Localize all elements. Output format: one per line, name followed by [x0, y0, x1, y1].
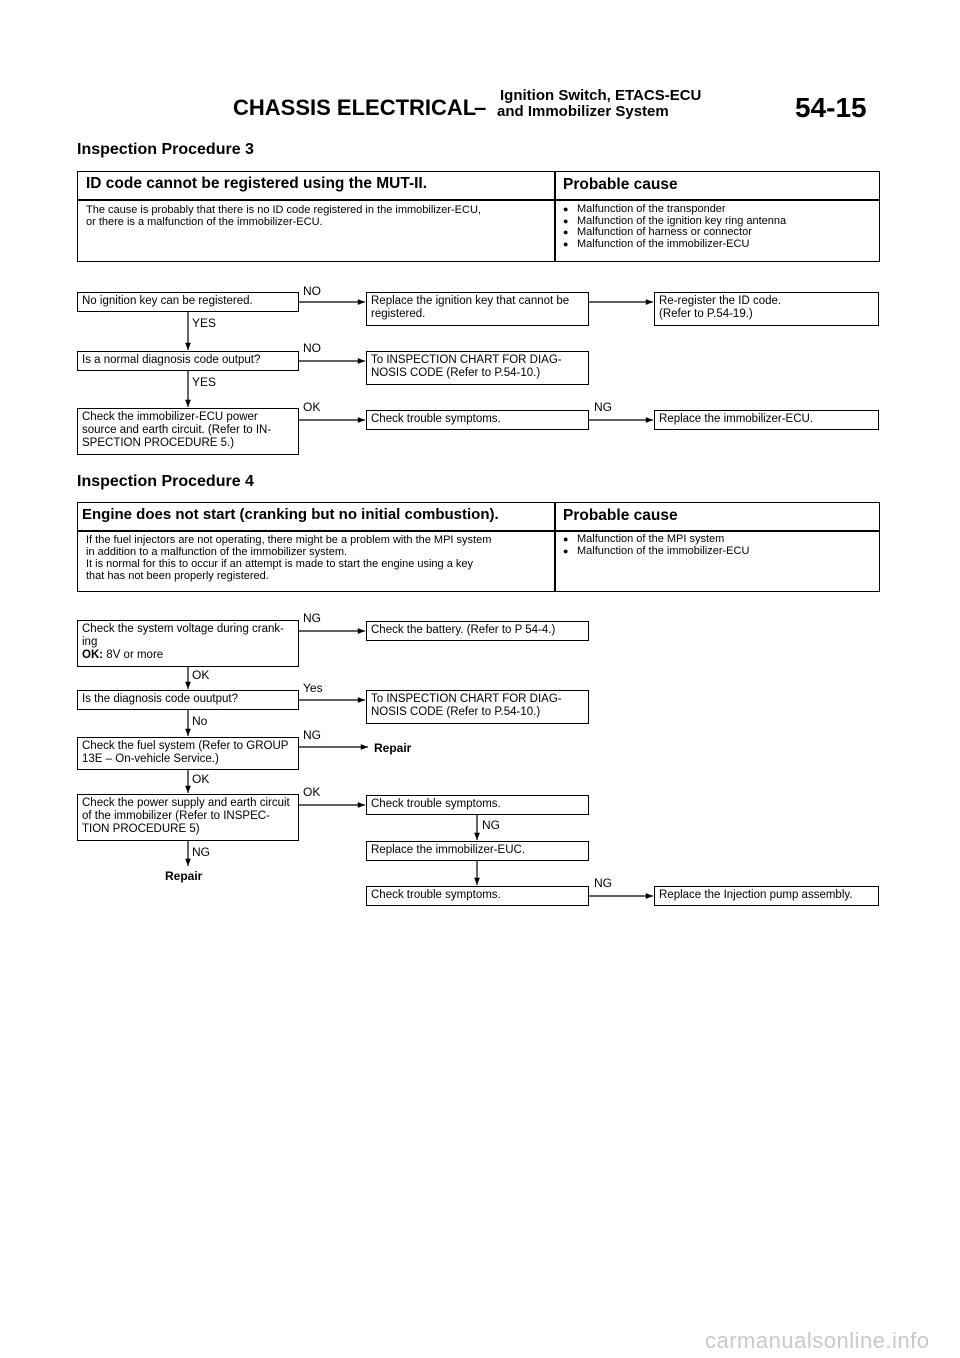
proc4-title: Inspection Procedure 4 — [77, 473, 254, 490]
cause-item: ● Malfunction of the immobilizer-ECU — [563, 546, 749, 558]
header-subtitle-line1: Ignition Switch, ETACS-ECU — [500, 87, 702, 104]
p4-q4-repair: Repair — [165, 869, 203, 883]
header-subtitle-line2: and Immobilizer System — [497, 103, 669, 120]
p3-q1-yes-label: YES — [192, 316, 217, 330]
p4-q4-ok-label: OK — [303, 785, 321, 799]
p4-q2-box: Is the diagnosis code ouutput? — [77, 690, 299, 710]
p4-a6b-box: Replace the Injection pump assembly. — [654, 886, 879, 906]
p4-a4-ng-label: NG — [482, 818, 500, 832]
proc4-symptom: Engine does not start (cranking but no initial combustion). — [82, 506, 499, 523]
proc3-title: Inspection Procedure 3 — [77, 141, 254, 158]
cause-item: ● Malfunction of the MPI system — [563, 534, 749, 546]
p4-q1-ok-arrow-label: OK — [192, 668, 210, 682]
p3-a3b-box: Replace the immobilizer-ECU. — [654, 410, 879, 430]
p4-a4-box: Check trouble symptoms. — [366, 795, 589, 815]
p4-a6-ng-label: NG — [594, 876, 612, 890]
p4-q1-line2: ing — [82, 636, 98, 648]
p3-q2-no-label: NO — [303, 341, 321, 355]
p3-q1-box: No ignition key can be registered. — [77, 292, 299, 312]
p4-a6-box: Check trouble symptoms. — [366, 886, 589, 906]
p4-q4-box: Check the power supply and earth circuit of the immobilizer (Refer to INSPEC- TION PROCEDURE 5) — [77, 794, 299, 841]
p4-q1-ok-value: 8V or more — [106, 649, 164, 661]
cause-item: ● Malfunction of the transponder — [563, 204, 786, 216]
proc4-description: If the fuel injectors are not operating, there might be a problem with the MPI system in addition to a malfunction of the immobilizer system. It is normal for this to occur if an attempt is made to start the engine using a key that has not been properly registered. — [86, 534, 492, 582]
p3-q2-box: Is a normal diagnosis code output? — [77, 351, 299, 371]
cause-item: ● Malfunction of harness or connector — [563, 227, 786, 239]
p4-q3-box: Check the fuel system (Refer to GROUP 13E – On-vehicle Service.) — [77, 737, 299, 770]
p4-a1-box: Check the battery. (Refer to P 54-4.) — [366, 621, 589, 641]
cause-item: ● Malfunction of the ignition key ring antenna — [563, 216, 786, 228]
p4-a3-repair: Repair — [374, 741, 412, 755]
p4-a5-box: Replace the immobilizer-EUC. — [366, 841, 589, 861]
p4-a2-box: To INSPECTION CHART FOR DIAG- NOSIS CODE (Refer to P.54-10.) — [366, 690, 589, 724]
p3-q2-yes-label: YES — [192, 375, 217, 389]
p3-q3-box: Check the immobilizer-ECU power source and earth circuit. (Refer to IN- SPECTION PROCEDURE 5.) — [77, 408, 299, 455]
cause-item: ● Malfunction of the immobilizer-ECU — [563, 239, 786, 251]
p3-a1-box: Replace the ignition key that cannot be registered. — [366, 292, 589, 326]
section-title: CHASSIS ELECTRICAL — [233, 95, 477, 120]
proc3-description: The cause is probably that there is no ID code registered in the immobilizer-ECU, or there is a malfunction of the immobilizer-ECU. — [86, 204, 481, 228]
watermark: carmanualsonline.info — [705, 1328, 930, 1353]
proc4-probable-cause-label: Probable cause — [563, 507, 678, 524]
p3-a3-ng-label: NG — [594, 400, 612, 414]
p3-q3-ok-label: OK — [303, 400, 321, 414]
p3-a3-box: Check trouble symptoms. — [366, 410, 589, 430]
p4-q2-no-label: No — [192, 714, 208, 728]
p4-q4-ng-label: NG — [192, 845, 210, 859]
p3-a1b-box: Re-register the ID code. (Refer to P.54-19.) — [654, 292, 879, 326]
header-dash: – — [474, 95, 487, 120]
p4-q1-ng-label: NG — [303, 611, 321, 625]
p4-q1-ok-label: OK: — [82, 649, 104, 661]
proc3-probable-cause-label: Probable cause — [563, 176, 678, 193]
page-number: 54-15 — [795, 92, 867, 123]
p4-q3-ok-label: OK — [192, 772, 210, 786]
p4-q3-ng-label: NG — [303, 728, 321, 742]
p3-a2-box: To INSPECTION CHART FOR DIAG- NOSIS CODE (Refer to P.54-10.) — [366, 351, 589, 385]
p4-q1-line1: Check the system voltage during crank- — [82, 623, 284, 635]
proc3-symptom: ID code cannot be registered using the MUT-II. — [86, 175, 428, 192]
p3-q1-no-label: NO — [303, 284, 321, 298]
p4-q2-yes-label: Yes — [303, 681, 323, 695]
